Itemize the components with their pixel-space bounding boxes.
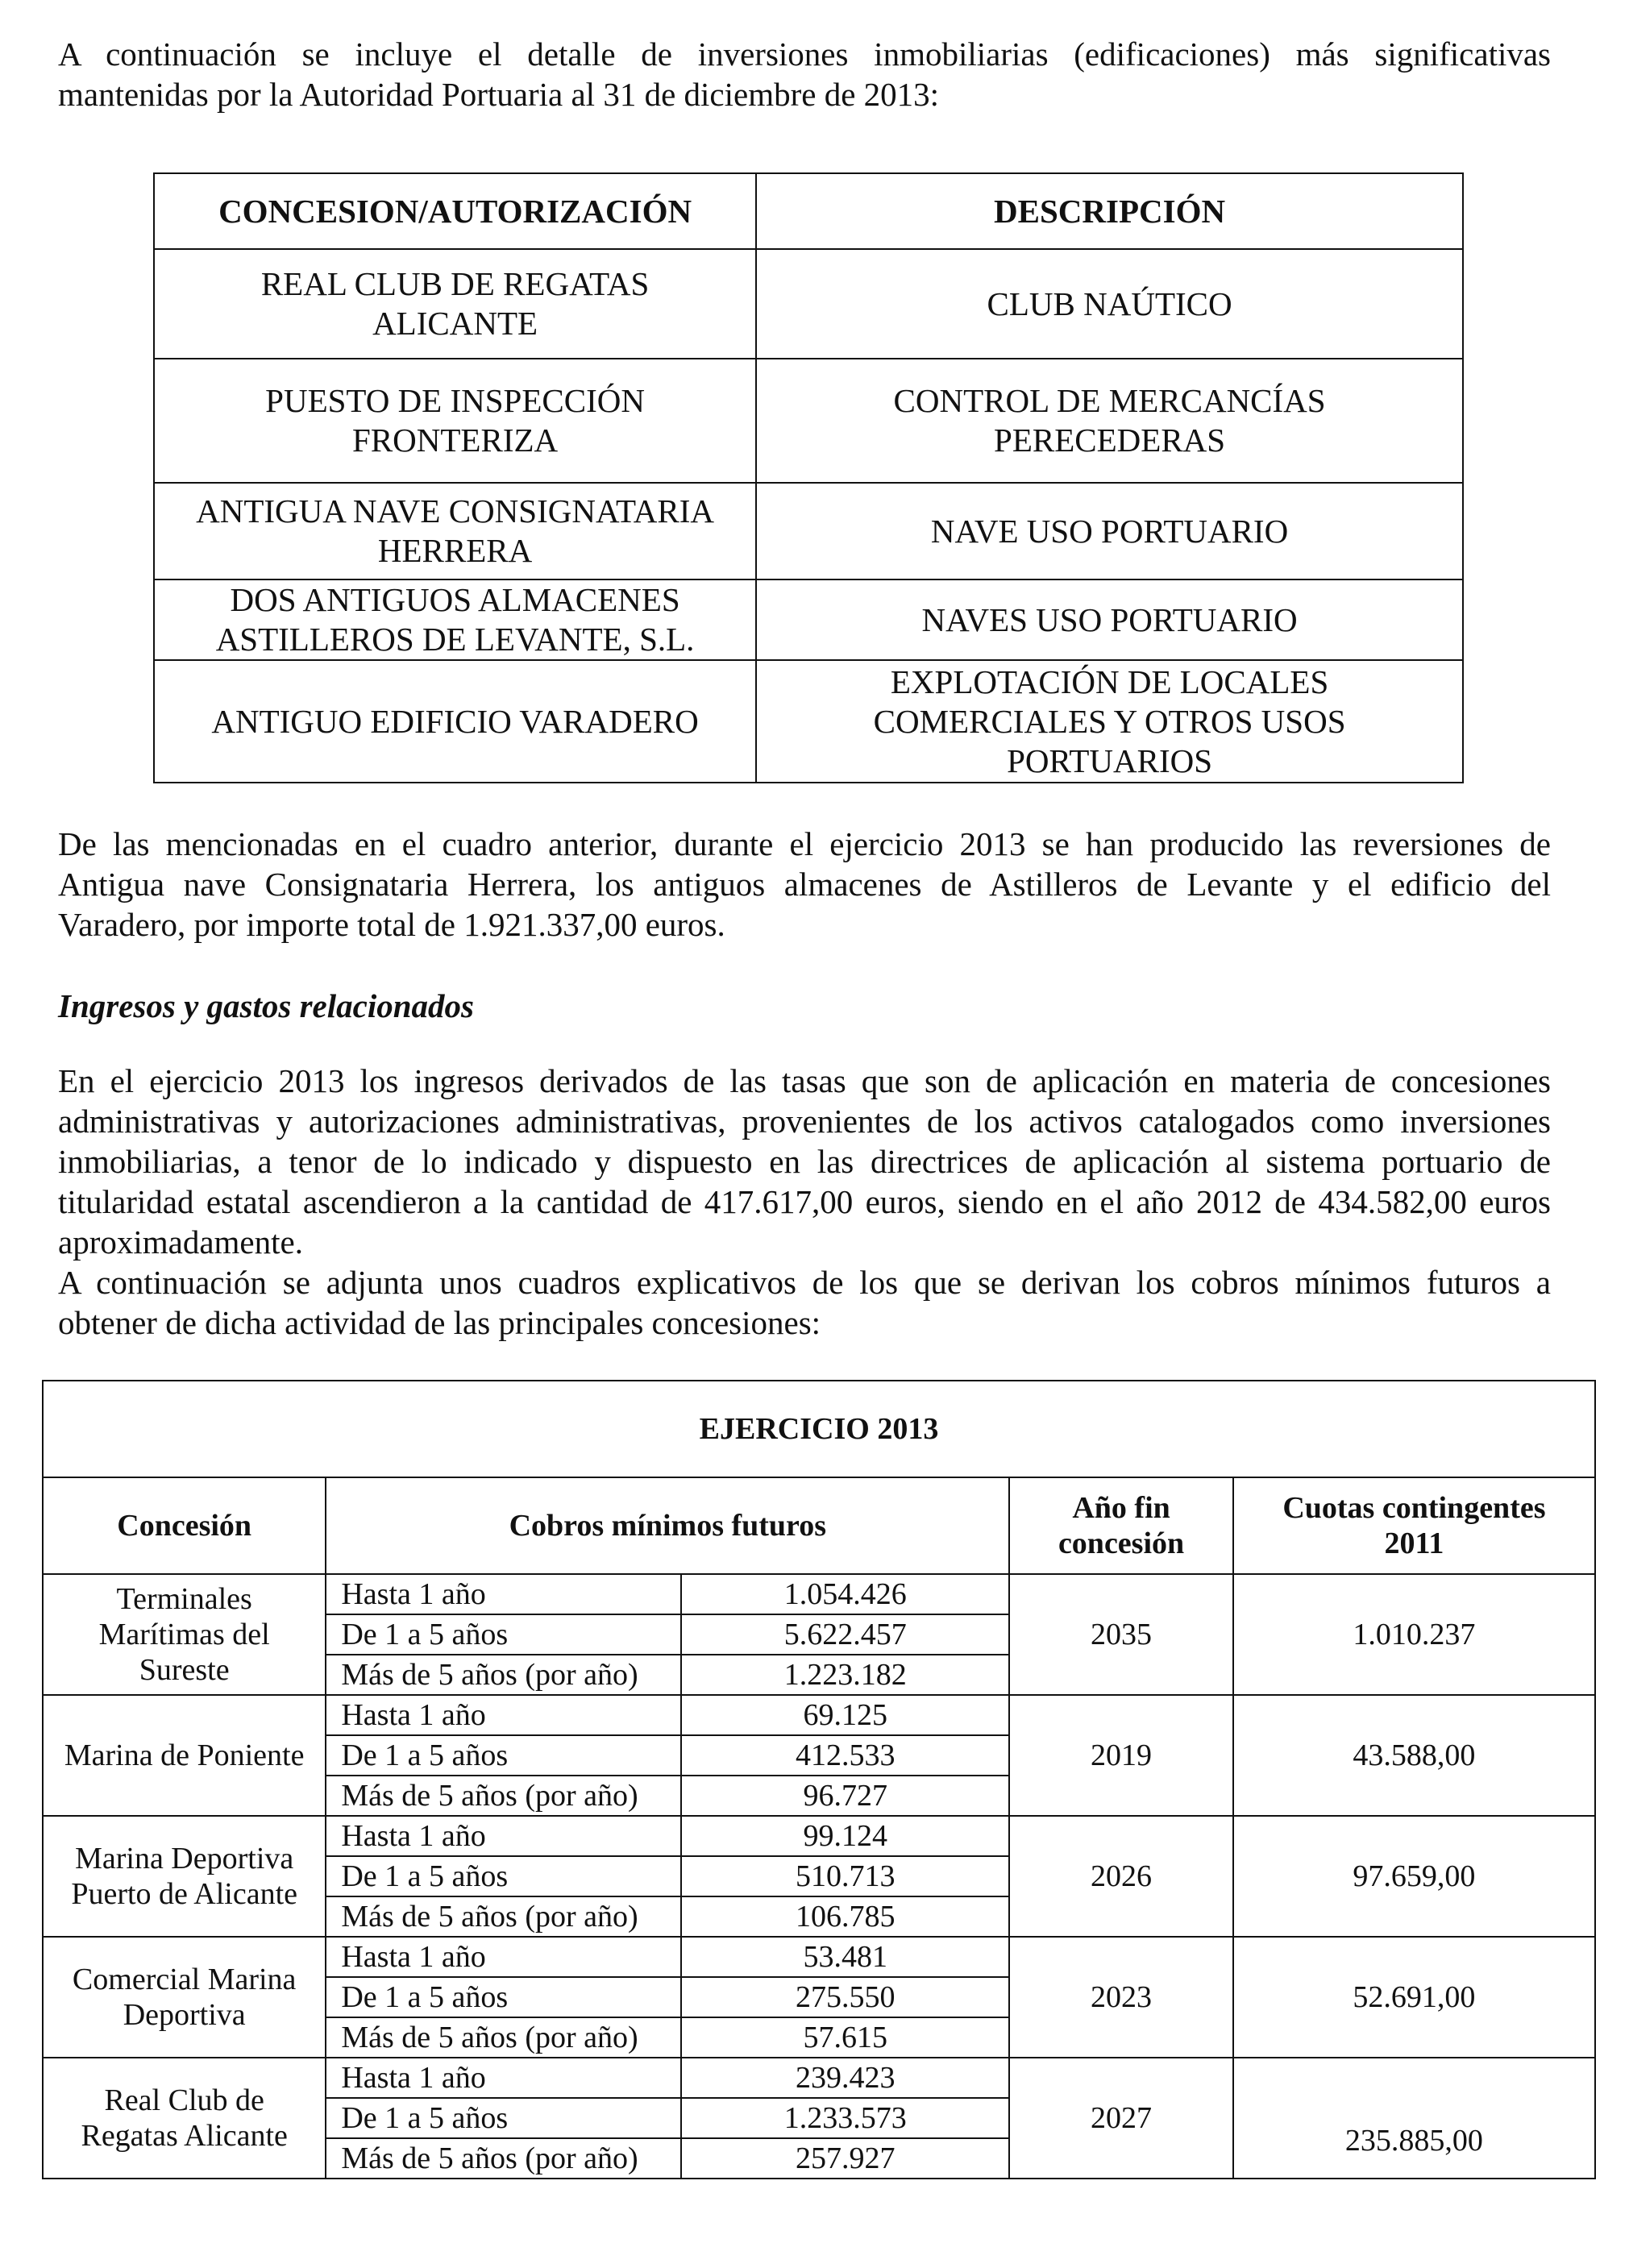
cell-line: Comercial Marina (72, 1963, 297, 1996)
amount-cell: 99.124 (681, 1816, 1009, 1856)
cell-line: NAVES USO PORTUARIO (921, 600, 1298, 638)
table-row (43, 1695, 1595, 1735)
investments-table (153, 172, 1464, 783)
header-concesion: CONCESION/AUTORIZACIÓN (154, 173, 756, 249)
table-title: EJERCICIO 2013 (43, 1381, 1595, 1477)
cell-line: COMERCIALES Y OTROS USOS (873, 702, 1346, 740)
period-label: Más de 5 años (por año) (326, 2138, 681, 2179)
amount-cell: 53.481 (681, 1937, 1009, 1977)
end-year-cell: 2026 (1009, 1816, 1233, 1937)
period-label: Hasta 1 año (326, 1816, 681, 1856)
cell-line: PORTUARIOS (1007, 741, 1213, 779)
income-paragraph (58, 1061, 1551, 1343)
table-row (43, 1937, 1595, 1977)
cell-line: Puerto de Alicante (71, 1877, 298, 1911)
period-label: Hasta 1 año (326, 1937, 681, 1977)
period-label: De 1 a 5 años (326, 1614, 681, 1655)
intro-paragraph (58, 34, 1551, 114)
description-cell (756, 483, 1463, 579)
description-cell (756, 359, 1463, 483)
concession-cell (154, 579, 756, 660)
amount-cell: 510.713 (681, 1856, 1009, 1896)
period-label: De 1 a 5 años (326, 1856, 681, 1896)
reversions-paragraph (58, 824, 1551, 945)
table-row (43, 1816, 1595, 1856)
description-cell (756, 249, 1463, 359)
text-line: Varadero, por importe total de 1.921.337,00 euros. (58, 906, 725, 943)
amount-cell: 1.054.426 (681, 1574, 1009, 1614)
cell-line: Terminales (116, 1582, 252, 1616)
text-line: mantenidas por la Autoridad Portuaria al 31 de diciembre de 2013: (58, 76, 940, 113)
amount-cell: 5.622.457 (681, 1614, 1009, 1655)
header-line: concesión (1058, 1527, 1185, 1560)
header-cobros: Cobros mínimos futuros (326, 1477, 1009, 1574)
text-line: administrativas y autorizaciones administrativas, provenientes de los activos catalogados como inversiones (58, 1103, 1551, 1140)
period-label: De 1 a 5 años (326, 2098, 681, 2138)
text-line: obtener de dicha actividad de las principales concesiones: (58, 1304, 821, 1341)
cell-line: ALICANTE (372, 305, 538, 342)
amount-cell: 257.927 (681, 2138, 1009, 2179)
end-year-cell: 2035 (1009, 1574, 1233, 1695)
period-label: Hasta 1 año (326, 1574, 681, 1614)
cell-line: ASTILLEROS DE LEVANTE, S.L. (215, 621, 695, 658)
text-line: En el ejercicio 2013 los ingresos derivados de las tasas que son de aplicación en materia de concesiones (58, 1062, 1551, 1099)
cell-line: NAVE USO PORTUARIO (930, 512, 1289, 550)
cell-line: Marina Deportiva (75, 1842, 294, 1875)
table-row (43, 1574, 1595, 1614)
amount-cell: 96.727 (681, 1776, 1009, 1816)
concession-name (43, 2058, 326, 2179)
concession-cell (154, 359, 756, 483)
cell-line: Deportiva (123, 1998, 246, 2032)
period-label: De 1 a 5 años (326, 1735, 681, 1776)
cell-line: PUESTO DE INSPECCIÓN (265, 382, 645, 419)
cell-line: Marítimas del (98, 1618, 270, 1651)
table-row (154, 579, 1463, 660)
table-row (43, 2058, 1595, 2098)
cell-line: FRONTERIZA (352, 422, 559, 459)
cell-line: CONTROL DE MERCANCÍAS (893, 382, 1326, 419)
contingent-fee-cell: 1.010.237 (1233, 1574, 1595, 1695)
cell-line: REAL CLUB DE REGATAS (260, 265, 650, 302)
period-label: Más de 5 años (por año) (326, 2017, 681, 2058)
concession-name (43, 1816, 326, 1937)
table-row (154, 249, 1463, 359)
period-label: Más de 5 años (por año) (326, 1655, 681, 1695)
cell-line: CLUB NAÚTICO (987, 285, 1232, 322)
end-year-cell: 2023 (1009, 1937, 1233, 2058)
cell-line: Marina de Poniente (64, 1738, 305, 1772)
table-row (154, 660, 1463, 783)
concession-name (43, 1695, 326, 1816)
amount-cell: 239.423 (681, 2058, 1009, 2098)
concession-name (43, 1937, 326, 2058)
header-line: 2011 (1384, 1527, 1444, 1560)
period-label: Más de 5 años (por año) (326, 1896, 681, 1937)
end-year-cell: 2019 (1009, 1695, 1233, 1816)
text-line: Antigua nave Consignataria Herrera, los antiguos almacenes de Astilleros de Levante y el edificio del (58, 866, 1551, 903)
cell-line: Sureste (139, 1653, 230, 1687)
text-line: inmobiliarias, a tenor de lo indicado y dispuesto en las directrices de aplicación al sistema portuario de (58, 1143, 1551, 1180)
cell-line: EXPLOTACIÓN DE LOCALES (890, 663, 1329, 700)
amount-cell: 106.785 (681, 1896, 1009, 1937)
text-line: titularidad estatal ascendieron a la cantidad de 417.617,00 euros, siendo en el año 2012 de 434.582,00 euros (58, 1183, 1551, 1220)
amount-cell: 275.550 (681, 1977, 1009, 2017)
contingent-fee-cell: 97.659,00 (1233, 1816, 1595, 1937)
table-row (154, 483, 1463, 579)
amount-cell: 1.233.573 (681, 2098, 1009, 2138)
cell-line: HERRERA (377, 532, 533, 569)
amount-cell: 412.533 (681, 1735, 1009, 1776)
future-payments-table (42, 1380, 1596, 2179)
concession-cell (154, 249, 756, 359)
cell-line: Regatas Alicante (81, 2119, 288, 2153)
period-label: Hasta 1 año (326, 2058, 681, 2098)
section-heading: Ingresos y gastos relacionados (58, 987, 474, 1024)
amount-cell: 1.223.182 (681, 1655, 1009, 1695)
table-row (154, 359, 1463, 483)
contingent-fee-cell: 43.588,00 (1233, 1695, 1595, 1816)
header-descripcion: DESCRIPCIÓN (756, 173, 1463, 249)
concession-cell (154, 483, 756, 579)
concession-cell (154, 660, 756, 783)
text-line: De las mencionadas en el cuadro anterior, durante el ejercicio 2013 se han producido las reversiones de (58, 825, 1551, 862)
period-label: Más de 5 años (por año) (326, 1776, 681, 1816)
text-line: A continuación se adjunta unos cuadros explicativos de los que se derivan los cobros mínimos futuros a (58, 1264, 1551, 1301)
amount-cell: 57.615 (681, 2017, 1009, 2058)
period-label: De 1 a 5 años (326, 1977, 681, 2017)
text-line: A continuación se incluye el detalle de inversiones inmobiliarias (edificaciones) más significativas (58, 35, 1551, 73)
cell-line: ANTIGUA NAVE CONSIGNATARIA (196, 492, 714, 530)
cell-line: ANTIGUO EDIFICIO VARADERO (211, 702, 699, 740)
contingent-fee-cell: 52.691,00 (1233, 1937, 1595, 2058)
description-cell (756, 660, 1463, 783)
header-ano-fin (1009, 1477, 1233, 1574)
contingent-fee-cell: 235.885,00 (1233, 2058, 1595, 2179)
header-line: Año fin (1072, 1491, 1170, 1525)
end-year-cell: 2027 (1009, 2058, 1233, 2179)
text-line: aproximadamente. (58, 1223, 303, 1261)
cell-line: DOS ANTIGUOS ALMACENES (230, 581, 680, 618)
concession-name (43, 1574, 326, 1695)
header-line: Cuotas contingentes (1282, 1491, 1546, 1525)
cell-line: Real Club de (104, 2083, 264, 2117)
period-label: Hasta 1 año (326, 1695, 681, 1735)
amount-cell: 69.125 (681, 1695, 1009, 1735)
header-concesion: Concesión (43, 1477, 326, 1574)
header-cuotas (1233, 1477, 1595, 1574)
description-cell (756, 579, 1463, 660)
cell-line: PERECEDERAS (994, 422, 1226, 459)
